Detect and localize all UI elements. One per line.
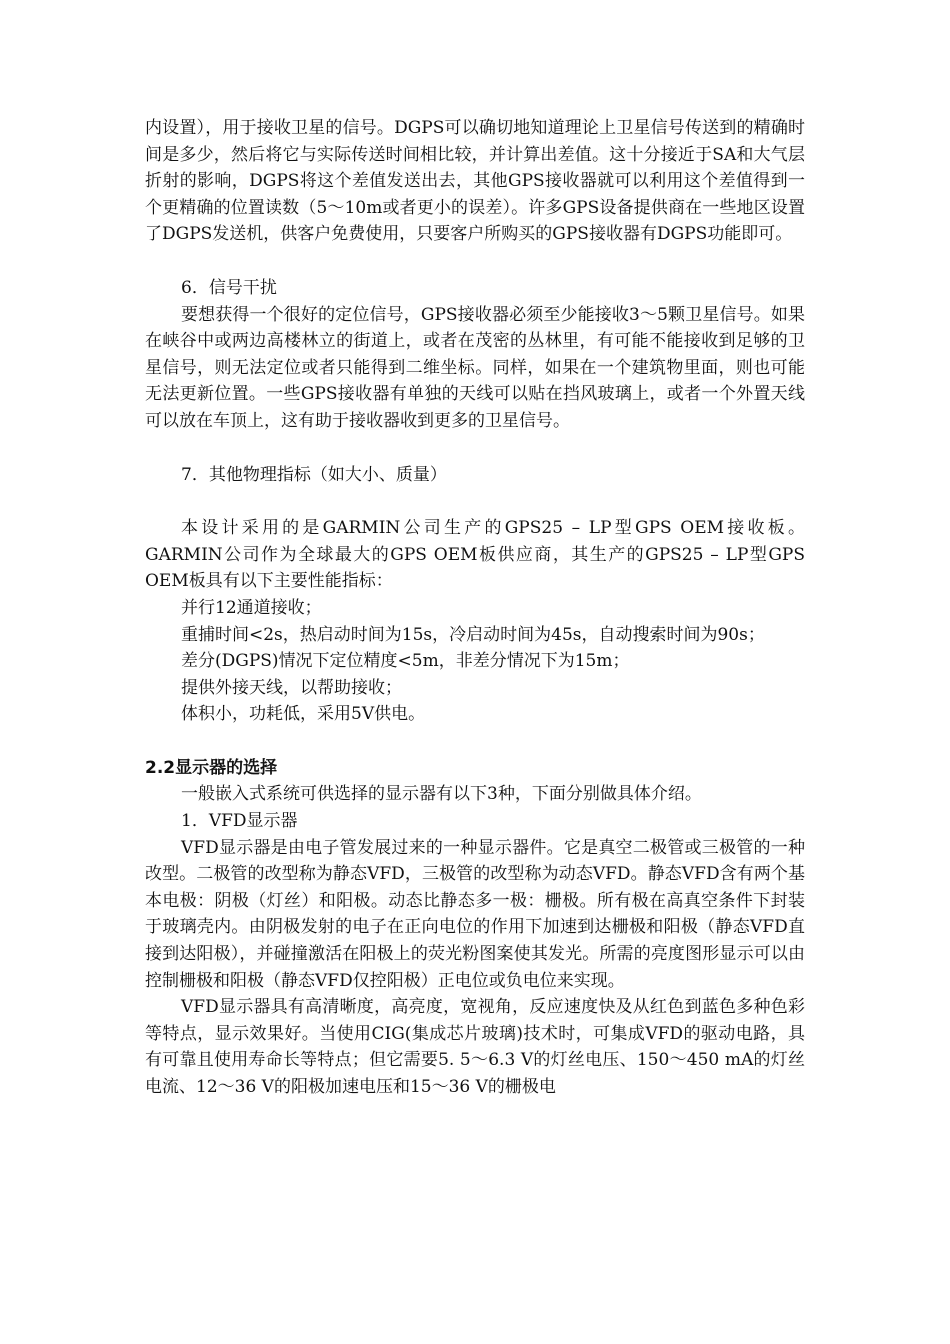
heading-vfd-display: 1．VFD显示器	[181, 811, 298, 832]
spec-item: 提供外接天线，以帮助接收；	[181, 677, 402, 698]
paragraph-display-intro: 一般嵌入式系统可供选择的显示器有以下3种，下面分别做具体介绍。	[181, 784, 702, 805]
spec-item: 并行12通道接收；	[181, 597, 322, 618]
heading-signal-interference: 6．信号干扰	[181, 277, 277, 298]
paragraph-vfd-features: VFD显示器具有高清晰度，高亮度，宽视角，反应速度快及从红色到蓝色多种色彩等特点，显示效果好。当使用CIG(集成芯片玻璃)技术时，可集成VFD的驱动电路，具有可靠且使用寿命长等特点；但它需要5. 5～6.3 V的灯丝电压、150～450 mA的灯丝电流、12～36 V的阳极加速电压和15～36 V的栅极电	[145, 997, 805, 1097]
paragraph-design-board: 本设计采用的是GARMIN公司生产的GPS25 – LP型GPS OEM接收板。GARMIN公司作为全球最大的GPS OEM板供应商，其生产的GPS25 – LP型GPS OEM板具有以下主要性能指标：	[145, 518, 805, 592]
paragraph-dgps-intro: 内设置），用于接收卫星的信号。DGPS可以确切地知道理论上卫星信号传送到的精确时间是多少，然后将它与实际传送时间相比较，并计算出差值。这十分接近于SA和大气层折射的影响，DGPS将这个差值发送出去，其他GPS接收器就可以利用这个差值得到一个更精确的位置读数（5～10m或者更小的误差）。许多GPS设备提供商在一些地区设置了DGPS发送机，供客户免费使用，只要客户所购买的GPS接收器有DGPS功能即可。	[145, 118, 805, 245]
spec-item: 差分(DGPS)情况下定位精度<5m，非差分情况下为15m；	[181, 651, 630, 672]
spec-item: 体积小，功耗低，采用5V供电。	[181, 704, 426, 725]
section-heading-display-selection: 2.2显示器的选择	[145, 757, 278, 778]
spec-item: 重捕时间<2s，热启动时间为15s，冷启动时间为45s，自动搜索时间为90s；	[181, 624, 765, 645]
paragraph-vfd-description: VFD显示器是由电子管发展过来的一种显示器件。它是真空二极管或三极管的一种改型。二极管的改型称为静态VFD，三极管的改型称为动态VFD。静态VFD含有两个基本电极：阴极（灯丝）和阳极。动态比静态多一极：栅极。所有极在高真空条件下封装于玻璃壳内。由阴极发射的电子在正向电位的作用下加速到达栅极和阳极（静态VFD直接到达阳极），并碰撞激活在阳极上的荧光粉图案使其发光。所需的亮度图形显示可以由控制栅极和阳极（静态VFD仅控阳极）正电位或负电位来实现。	[145, 837, 805, 991]
paragraph-signal-interference: 要想获得一个很好的定位信号，GPS接收器必须至少能接收3～5颗卫星信号。如果在峡谷中或两边高楼林立的街道上，或者在茂密的丛林里，有可能不能接收到足够的卫星信号，则无法定位或者只能得到二维坐标。同样，如果在一个建筑物里面，则也可能无法更新位置。一些GPS接收器有单独的天线可以贴在挡风玻璃上，或者一个外置天线可以放在车顶上，这有助于接收器收到更多的卫星信号。	[145, 304, 805, 431]
document-page	[145, 115, 805, 1101]
heading-physical-indicators: 7．其他物理指标（如大小、质量）	[181, 464, 447, 485]
